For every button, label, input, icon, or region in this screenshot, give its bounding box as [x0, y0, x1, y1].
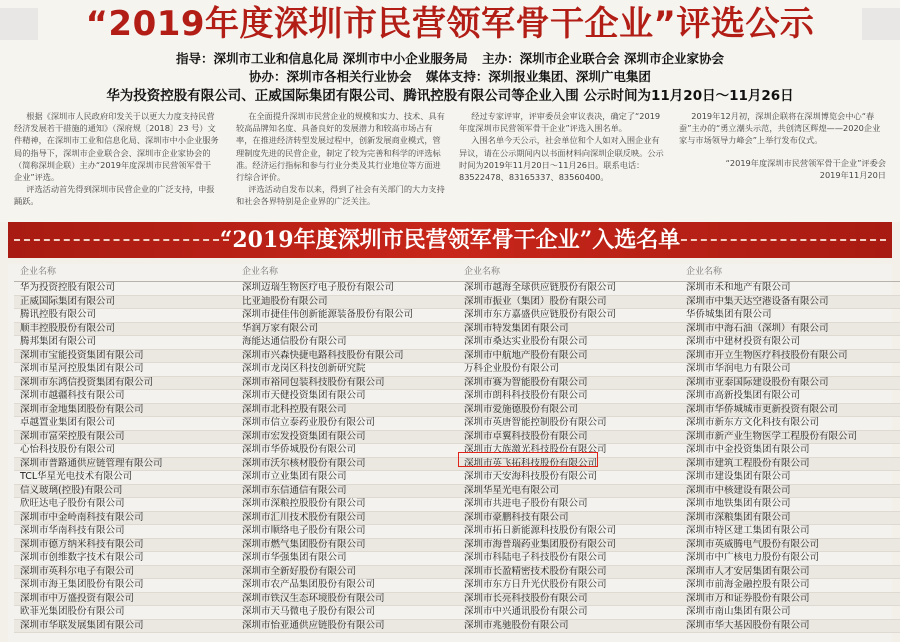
enterprise-row: 深圳市金地集团股份有限公司 — [14, 404, 236, 418]
enterprise-row: 深圳市朗科科技股份有限公司 — [458, 390, 680, 404]
enterprise-row: 深圳迈瑞生物医疗电子股份有限公司 — [236, 282, 458, 296]
enterprise-row: 深圳市捷佳伟创新能源装备股份有限公司 — [236, 309, 458, 323]
enterprise-row: 深圳市英威腾电气股份有限公司 — [680, 539, 900, 553]
enterprise-row: 深圳市中金岭南科技有限公司 — [14, 512, 236, 526]
list-column-3 — [458, 264, 680, 642]
enterprise-row: 深圳市禾和地产有限公司 — [680, 282, 900, 296]
enterprise-row: 深圳市华侨城股份有限公司 — [236, 444, 458, 458]
enterprise-row: 深圳市天安海科技股份有限公司 — [458, 471, 680, 485]
enterprise-row: 深圳市东信通信有限公司 — [236, 485, 458, 499]
enterprise-row: 深圳市深粮集团有限公司 — [680, 512, 900, 526]
enterprise-row: 深圳市越海全球供应链股份有限公司 — [458, 282, 680, 296]
enterprise-row: 深圳市建筑工程股份有限公司 — [680, 458, 900, 472]
notice-header — [0, 0, 900, 222]
notice-body — [14, 110, 886, 214]
notice-column-1 — [14, 110, 219, 214]
enterprise-row: 深圳市华强集团有限公司 — [236, 552, 458, 566]
enterprise-row: 深圳市华润电力有限公司 — [680, 363, 900, 377]
enterprise-row: 深圳市英飞拓科技股份有限公司 — [458, 458, 680, 472]
enterprise-row: 深圳市中集天达空港设备有限公司 — [680, 296, 900, 310]
enterprise-row: 华为投资控股有限公司 — [14, 282, 236, 296]
enterprise-row: 深圳市桑达实业股份有限公司 — [458, 336, 680, 350]
enterprise-row: 深圳市开立生物医疗科技股份有限公司 — [680, 350, 900, 364]
enterprise-row: 深圳市宝能投资集团有限公司 — [14, 350, 236, 364]
enterprise-row: 深圳市宏发投资集团有限公司 — [236, 431, 458, 445]
enterprise-row: 深圳市海普瑞药业集团股份有限公司 — [458, 539, 680, 553]
enterprise-row: 正威国际集团有限公司 — [14, 296, 236, 310]
enterprise-row: 深圳市长盈精密技术股份有限公司 — [458, 566, 680, 580]
enterprise-row: 深圳市万和证券股份有限公司 — [680, 593, 900, 607]
enterprise-row: 深圳市东方嘉盛供应链股份有限公司 — [458, 309, 680, 323]
enterprise-row: 欧菲光集团股份有限公司 — [14, 606, 236, 620]
notice-column-4 — [679, 110, 886, 214]
enterprise-row: 深圳市龙岗区科技创新研究院 — [236, 363, 458, 377]
enterprise-row: 深圳市卓翼科技股份有限公司 — [458, 431, 680, 445]
enterprise-row: 深圳市东鸿信投资集团有限公司 — [14, 377, 236, 391]
column-header: 企业名称 — [680, 264, 900, 282]
enterprise-row: 深圳市长亮科技股份有限公司 — [458, 593, 680, 607]
enterprise-row: 深圳市创维数字技术有限公司 — [14, 552, 236, 566]
notice-paragraph: 经过专家评审，评审委员会审议表决，确定了“2019年度深圳市民营领军骨干企业”评选入围名单。 — [459, 111, 661, 134]
enterprise-row: 深圳市顺络电子股份有限公司 — [236, 525, 458, 539]
media-support-text: 媒体支持：深圳报业集团、深圳广电集团 — [425, 69, 651, 84]
enterprise-row: 深圳市越疆科技有限公司 — [14, 390, 236, 404]
enterprise-row: 深圳市普路通供应链管理有限公司 — [14, 458, 236, 472]
enterprise-row: 深圳市爱施德股份有限公司 — [458, 404, 680, 418]
guidance-text: 指导：深圳市工业和信息化局 深圳市中小企业服务局 — [175, 51, 468, 66]
enterprise-row: 深圳市沃尔核材股份有限公司 — [236, 458, 458, 472]
list-banner — [8, 222, 892, 258]
enterprise-row: 深圳市汇川技术股份有限公司 — [236, 512, 458, 526]
enterprise-row: 深圳市前海金融控股有限公司 — [680, 579, 900, 593]
enterprise-list — [8, 264, 892, 642]
enterprise-row: 深圳市北科控股有限公司 — [236, 404, 458, 418]
notice-signoff: “2019年度深圳市民营领军骨干企业”评委会 2019年11月20日 — [725, 157, 886, 180]
enterprise-row: 深圳市中核建设有限公司 — [680, 485, 900, 499]
co-organizer-text: 协办：深圳市各相关行业协会 — [249, 69, 412, 84]
enterprise-row: 顺丰控股股份有限公司 — [14, 323, 236, 337]
enterprise-row: 深圳市中万盛投资有限公司 — [14, 593, 236, 607]
enterprise-row: 深圳市裕同包装科技股份有限公司 — [236, 377, 458, 391]
enterprise-row: TCL华星光电技术有限公司 — [14, 471, 236, 485]
enterprise-row: 比亚迪股份有限公司 — [236, 296, 458, 310]
enterprise-row: 腾讯控股有限公司 — [14, 309, 236, 323]
column-header: 企业名称 — [236, 264, 458, 282]
notice-paragraph: 根据《深圳市人民政府印发关于以更大力度支持民营经济发展若干措施的通知》（深府规〔2018〕23 号）文件精神，在深圳市工业和信息化局、深圳市中小企业服务局的指导下，深圳市企业联合会、深圳市企业家协会的（简称深圳企联）主办“2019年度深圳市民营领军骨干企业”评选。 — [14, 111, 219, 183]
enterprise-row: 深圳市英唐智能控制股份有限公司 — [458, 417, 680, 431]
enterprise-row: 深圳市豪鹏科技有限公司 — [458, 512, 680, 526]
enterprise-row: 腾邦集团有限公司 — [14, 336, 236, 350]
enterprise-row: 深圳市铁汉生态环境股份有限公司 — [236, 593, 458, 607]
enterprise-row: 深圳市华大基因股份有限公司 — [680, 620, 900, 634]
enterprise-row: 深圳市中广核电力股份有限公司 — [680, 552, 900, 566]
enterprise-row: 深圳市天健投资集团有限公司 — [236, 390, 458, 404]
list-column-1 — [14, 264, 236, 642]
enterprise-row: 欣旺达电子股份有限公司 — [14, 498, 236, 512]
enterprise-row: 深圳市华南科技有限公司 — [14, 525, 236, 539]
enterprise-row: 深圳市建设集团有限公司 — [680, 471, 900, 485]
enterprise-row: 深圳市海王集团股份有限公司 — [14, 579, 236, 593]
enterprise-row: 深圳市华联发展集团有限公司 — [14, 620, 236, 634]
enterprise-row: 深圳市天马微电子股份有限公司 — [236, 606, 458, 620]
enterprise-row: 海能达通信股份有限公司 — [236, 336, 458, 350]
enterprise-row: 信义玻璃(控股)有限公司 — [14, 485, 236, 499]
enterprise-row: 深圳市大族激光科技股份有限公司 — [458, 444, 680, 458]
enterprise-row: 深圳市全新好股份有限公司 — [236, 566, 458, 580]
list-column-2 — [236, 264, 458, 642]
column-header: 企业名称 — [14, 264, 236, 282]
enterprise-row: 深圳市兆驰股份有限公司 — [458, 620, 680, 634]
enterprise-row: 深圳华星光电有限公司 — [458, 485, 680, 499]
enterprise-row: 深圳市燃气集团股份有限公司 — [236, 539, 458, 553]
notice-paragraph: 评选活动自发布以来，得到了社会有关部门的大力支持和社会各界特别是企业界的广泛关注。 — [236, 184, 445, 207]
enterprise-row: 深圳市新东方文化科技有限公司 — [680, 417, 900, 431]
enterprise-row: 深圳市深粮控股股份有限公司 — [236, 498, 458, 512]
enterprise-row: 深圳市农产品集团股份有限公司 — [236, 579, 458, 593]
enterprise-row: 深圳市怡亚通供应链股份有限公司 — [236, 620, 458, 634]
guidance-line — [0, 50, 900, 67]
enterprise-row: 万科企业股份有限公司 — [458, 363, 680, 377]
enterprise-row: 心怡科技股份有限公司 — [14, 444, 236, 458]
enterprise-row: 深圳市星河控股集团有限公司 — [14, 363, 236, 377]
enterprise-row: 深圳市富荣控股有限公司 — [14, 431, 236, 445]
notice-paragraph: 2019年12月初，深圳企联将在深圳博览会中心“春蚕”主办的“勇立潮头示范，共创湾区辉煌——2020企业家与市场领导力峰会”上举行发布仪式。 — [679, 111, 881, 146]
enterprise-row: 深圳市亚泰国际建设股份有限公司 — [680, 377, 900, 391]
enterprise-row: 深圳市东方日升光伏股份有限公司 — [458, 579, 680, 593]
enterprise-row: 华侨城集团有限公司 — [680, 309, 900, 323]
notice-paragraph: 在全面提升深圳市民营企业的规模和实力、技术、具有较高品牌知名度、具备良好的发展潜力和较高市场占有率，在推进经济转型发展过程中，创新发展商业模式，管理制度先进的民营企业，制定了较为完善和科学的评选标准。经济运行指标和参与行业分类及其行业地位等方面进行综合评价。 — [236, 111, 445, 183]
enterprise-row: 深圳市特发集团有限公司 — [458, 323, 680, 337]
enterprise-row: 深圳市拓日新能源科技股份有限公司 — [458, 525, 680, 539]
notice-paragraph: 评选活动首先得到深圳市民营企业的广泛支持，申报踊跃。 — [14, 184, 215, 207]
enterprise-row: 深圳市振业（集团）股份有限公司 — [458, 296, 680, 310]
notice-paragraph: 入围名单今天公示，社会单位和个人如对入围企业有异议，请在公示期间内以书面材料向深圳企联反映。公示时间为2019年11月20日～11月26日。联系电话：83522478、83165337、83560400。 — [459, 135, 664, 183]
organizer-text: 主办：深圳市企业联合会 深圳市企业家协会 — [482, 51, 725, 66]
enterprise-row: 深圳市特区建工集团有限公司 — [680, 525, 900, 539]
list-column-4 — [680, 264, 900, 642]
enterprise-row: 深圳市中海石油（深圳）有限公司 — [680, 323, 900, 337]
enterprise-row: 深圳市英科尔电子有限公司 — [14, 566, 236, 580]
notice-column-2 — [236, 110, 446, 214]
headline: 华为投资控股有限公司、正威国际集团有限公司、腾讯控股有限公司等企业入围 公示时间为11月20日～11月26日 — [106, 88, 794, 104]
banner-title: “2019年度深圳市民营领军骨干企业”入选名单 — [219, 227, 681, 253]
enterprise-row: 华润万家有限公司 — [236, 323, 458, 337]
enterprise-row: 深圳市地铁集团有限公司 — [680, 498, 900, 512]
enterprise-row: 深圳市华侨城城市更新投资有限公司 — [680, 404, 900, 418]
enterprise-row: 深圳市南山集团有限公司 — [680, 606, 900, 620]
enterprise-row: 深圳市共进电子股份有限公司 — [458, 498, 680, 512]
page-title: “2019年度深圳市民营领军骨干企业”评选公示 — [85, 4, 815, 44]
enterprise-row: 深圳市兴森快捷电路科技股份有限公司 — [236, 350, 458, 364]
enterprise-row: 深圳市人才安居集团有限公司 — [680, 566, 900, 580]
enterprise-row: 深圳市立业集团有限公司 — [236, 471, 458, 485]
enterprise-row: 深圳市德方纳米科技有限公司 — [14, 539, 236, 553]
enterprise-row: 深圳市科陆电子科技股份有限公司 — [458, 552, 680, 566]
notice-column-3 — [459, 110, 664, 214]
enterprise-row: 深圳市中兴通讯股份有限公司 — [458, 606, 680, 620]
enterprise-row: 深圳市信立泰药业股份有限公司 — [236, 417, 458, 431]
enterprise-row: 深圳市中航地产股份有限公司 — [458, 350, 680, 364]
enterprise-row: 深圳市中建材投资有限公司 — [680, 336, 900, 350]
column-header: 企业名称 — [458, 264, 680, 282]
enterprise-row: 深圳市新产业生物医学工程股份有限公司 — [680, 431, 900, 445]
enterprise-row: 深圳市中金投资集团有限公司 — [680, 444, 900, 458]
support-line — [0, 68, 900, 85]
enterprise-row: 深圳市高新投集团有限公司 — [680, 390, 900, 404]
enterprise-row: 卓越置业集团有限公司 — [14, 417, 236, 431]
enterprise-row: 深圳市赛为智能股份有限公司 — [458, 377, 680, 391]
